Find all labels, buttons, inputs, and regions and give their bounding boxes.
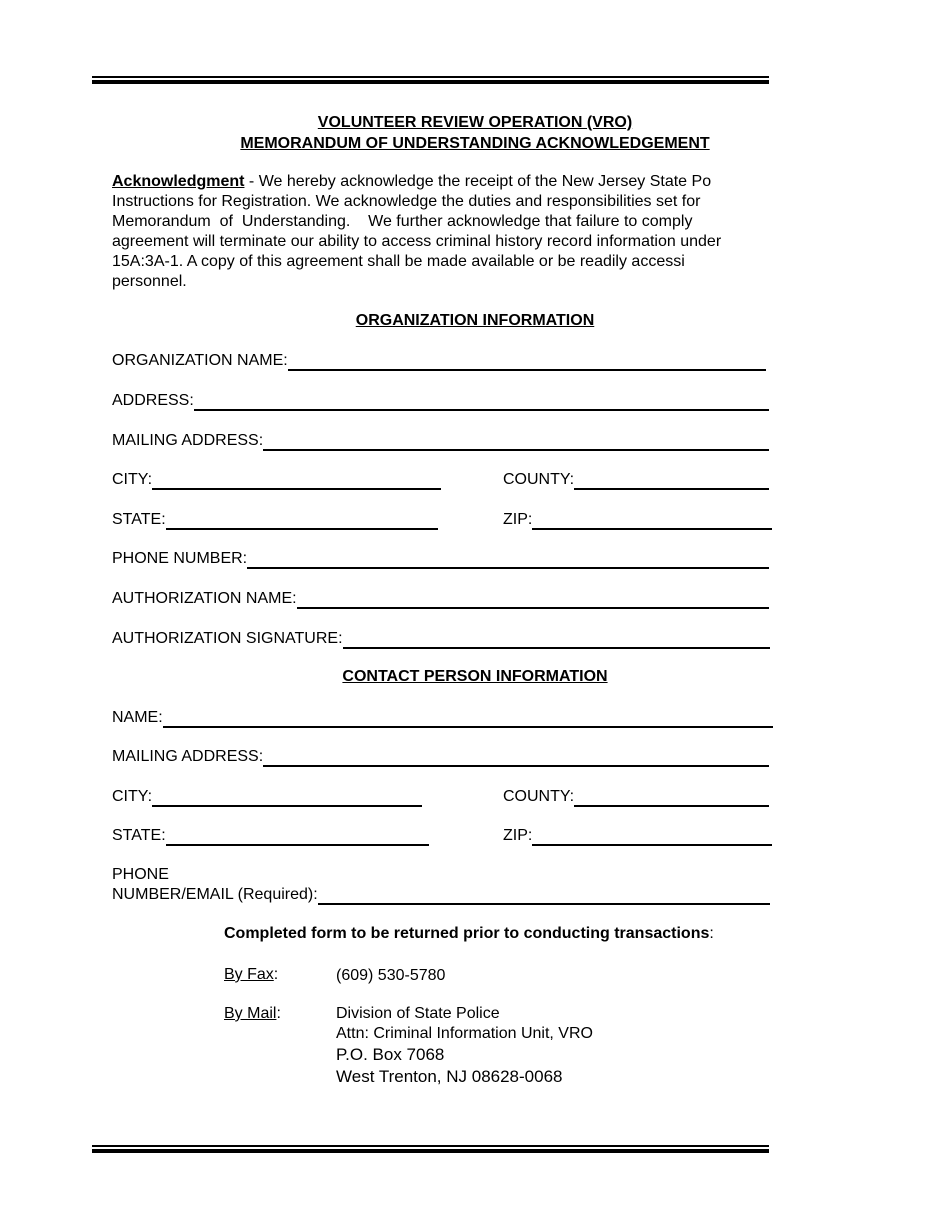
contact-phone-email-field[interactable]	[112, 865, 770, 905]
contact-county-blank[interactable]	[574, 789, 769, 807]
org-county-label: COUNTY:	[503, 471, 575, 488]
org-county-field[interactable]	[503, 470, 769, 490]
contact-city-field[interactable]	[112, 787, 422, 807]
contact-mailing-blank[interactable]	[263, 749, 769, 767]
org-phone-label: PHONE NUMBER:	[112, 550, 248, 567]
contact-zip-label: ZIP:	[503, 827, 533, 844]
org-zip-field[interactable]	[503, 510, 772, 530]
acknowledgment-lead: Acknowledgment	[112, 173, 245, 190]
return-instructions	[224, 925, 714, 943]
org-address-label: ADDRESS:	[112, 392, 194, 409]
org-address-blank[interactable]	[194, 393, 769, 411]
org-zip-label: ZIP:	[503, 511, 533, 528]
auth-name-field[interactable]	[112, 589, 769, 609]
contact-state-blank[interactable]	[166, 828, 429, 846]
org-name-blank[interactable]	[288, 353, 766, 371]
fax-number: (609) 530-5780	[336, 967, 446, 984]
contact-zip-blank[interactable]	[532, 828, 772, 846]
org-city-label: CITY:	[112, 471, 153, 488]
ack-line-4: agreement will terminate our ability to access criminal history record information under	[112, 233, 722, 250]
contact-city-blank[interactable]	[152, 789, 422, 807]
org-zip-blank[interactable]	[532, 512, 772, 530]
contact-heading: CONTACT PERSON INFORMATION	[342, 668, 608, 685]
by-fax-text: By Fax	[224, 966, 274, 983]
org-mailing-label: MAILING ADDRESS:	[112, 432, 264, 449]
ack-line-2: Instructions for Registration. We acknowledge the duties and responsibilities set for	[112, 193, 701, 210]
bottom-double-rule	[92, 1145, 769, 1154]
org-city-blank[interactable]	[152, 472, 441, 490]
mail-line-4: West Trenton, NJ 08628-0068	[336, 1067, 563, 1086]
ack-line-3: Memorandum of Understanding. We further acknowledge that failure to comply	[112, 213, 693, 230]
auth-signature-label: AUTHORIZATION SIGNATURE:	[112, 630, 343, 647]
by-fax-label	[224, 966, 278, 984]
mailing-address-block	[336, 1004, 593, 1088]
auth-name-label: AUTHORIZATION NAME:	[112, 590, 297, 607]
contact-zip-field[interactable]	[503, 826, 772, 846]
org-mailing-field[interactable]	[112, 431, 769, 451]
contact-name-label: NAME:	[112, 709, 163, 726]
contact-county-field[interactable]	[503, 787, 769, 807]
ack-line-1: - We hereby acknowledge the receipt of the New Jersey State Po	[244, 173, 712, 190]
by-mail-colon: :	[276, 1005, 281, 1022]
mail-line-3: P.O. Box 7068	[336, 1045, 445, 1064]
contact-county-label: COUNTY:	[503, 788, 575, 805]
organization-heading: ORGANIZATION INFORMATION	[355, 312, 595, 329]
return-heading-suffix: :	[709, 925, 714, 942]
org-state-blank[interactable]	[166, 512, 438, 530]
contact-phone-email-blank[interactable]	[318, 887, 770, 905]
by-fax-colon: :	[273, 966, 279, 983]
org-county-blank[interactable]	[574, 472, 769, 490]
contact-name-blank[interactable]	[163, 710, 773, 728]
form-title-line2: MEMORANDUM OF UNDERSTANDING ACKNOWLEDGEMENT	[240, 135, 710, 152]
contact-phone-email-label	[112, 865, 318, 905]
contact-phone-label-line2: NUMBER/EMAIL (Required):	[112, 886, 318, 903]
mail-line-1: Division of State Police	[336, 1005, 500, 1022]
contact-state-label: STATE:	[112, 827, 166, 844]
contact-city-label: CITY:	[112, 788, 153, 805]
by-mail-label	[224, 1005, 281, 1023]
org-city-field[interactable]	[112, 470, 441, 490]
auth-name-blank[interactable]	[297, 591, 769, 609]
top-double-rule	[92, 76, 769, 85]
auth-signature-blank[interactable]	[343, 631, 770, 649]
org-mailing-blank[interactable]	[263, 433, 769, 451]
org-state-field[interactable]	[112, 510, 438, 530]
org-state-label: STATE:	[112, 511, 166, 528]
contact-state-field[interactable]	[112, 826, 429, 846]
form-title-line1: VOLUNTEER REVIEW OPERATION (VRO)	[317, 114, 633, 131]
org-address-field[interactable]	[112, 391, 769, 411]
org-name-label: ORGANIZATION NAME:	[112, 352, 288, 369]
ack-line-5: 15A:3A-1. A copy of this agreement shall be made available or be readily accessi	[112, 253, 685, 270]
org-name-field[interactable]	[112, 351, 766, 371]
contact-name-field[interactable]	[112, 708, 773, 728]
return-heading: Completed form to be returned prior to conducting transactions	[224, 925, 710, 942]
mail-line-2: Attn: Criminal Information Unit, VRO	[336, 1025, 593, 1042]
contact-mailing-field[interactable]	[112, 747, 769, 767]
org-phone-blank[interactable]	[247, 551, 769, 569]
auth-signature-field[interactable]	[112, 629, 770, 649]
contact-mailing-label: MAILING ADDRESS:	[112, 748, 264, 765]
org-phone-field[interactable]	[112, 549, 769, 569]
ack-line-6: personnel.	[112, 273, 187, 290]
by-mail-text: By Mail	[224, 1005, 277, 1022]
contact-phone-label-line1: PHONE	[112, 866, 169, 883]
acknowledgment-paragraph	[112, 172, 772, 292]
